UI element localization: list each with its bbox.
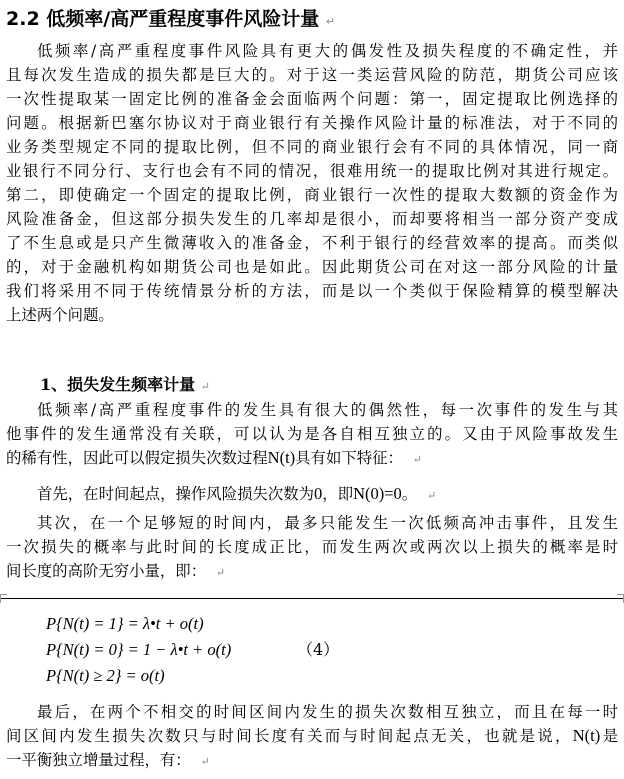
- paragraph-mark-icon: ↵: [200, 755, 210, 768]
- text-line: 间区间内发生损失次数只与时间长度有关而与时间起点无关，也就是说，N(t)是: [6, 726, 618, 745]
- page-corner-mark: [617, 594, 624, 603]
- text-line: 问题。根据新巴塞尔协议对于商业银行有关操作风险计量的标准法，对于不同的: [6, 114, 618, 132]
- text-line: 的稀有性，因此可以假定损失次数过程N(t)具有如下特征： ↵: [6, 448, 422, 467]
- page-corner-mark: [0, 594, 7, 603]
- text-line: 的，对于金融机构如期货公司也是如此。因此期货公司在对这一部分风险的计量: [6, 258, 618, 276]
- variable-n-t: N(t): [267, 448, 296, 467]
- text-line: 上述两个问题。: [6, 306, 114, 324]
- subsection-heading: 1、损失发生频率计量 ↵: [40, 375, 210, 394]
- text-line: 第二，即使确定一个固定的提取比例，商业银行一次性的提取大数额的资金作为: [6, 186, 618, 204]
- paragraph-mark-icon: ↵: [412, 453, 422, 466]
- equation-number: （4）: [297, 640, 340, 659]
- text-line: 间长度的高阶无穷小量，即： ↵: [6, 562, 226, 580]
- paragraph-intro: [6, 39, 618, 327]
- text-line: 其次，在一个足够短的时间内，最多只能发生一次低频高冲击事件，且发生: [37, 514, 618, 532]
- text-line: 最后，在两个不相交的时间区间内发生的损失次数相互独立，而且在每一时: [37, 703, 618, 721]
- text-line: 低频率/高严重程度事件的发生具有很大的偶然性，每一次事件的发生与其: [37, 401, 618, 419]
- paragraph-last: [6, 700, 618, 772]
- paragraph-mark-icon: ↵: [200, 380, 210, 393]
- text-line: 业务类型规定不同的提取比例，但不同的商业银行会有不同的具体情况，同一商: [6, 138, 618, 156]
- text-line: 他事件的发生通常没有关联，可以认为是各自相互独立的。又由于风险事故发生: [6, 425, 618, 443]
- text-line: 一次损失的概率与此时间的长度成正比，而发生两次或两次以上损失的概率是时: [6, 538, 618, 556]
- variable-n-t: N(t): [572, 726, 601, 745]
- formula-line-1: P{N(t) = 1} = λ•t + o(t): [46, 614, 204, 633]
- formula-line-3: P{N(t) ≥ 2} = o(t): [46, 666, 165, 685]
- paragraph-frequency: [6, 398, 618, 470]
- text-line: 了不生息或是只产生微薄收入的准备金，不利于银行的经营效率的提高。而类似: [6, 234, 618, 252]
- text-line: 低频率/高严重程度事件风险具有更大的偶发性及损失程度的不确定性，并: [37, 42, 618, 60]
- formula-line-2: P{N(t) = 0} = 1 − λ•t + o(t): [46, 640, 232, 659]
- text-line: 首先，在时间起点，操作风险损失次数为0，即N(0)=0。 ↵: [37, 484, 437, 503]
- paragraph-first: [6, 482, 618, 506]
- text-line: 且每次发生造成的损失都是巨大的。对于这一类运营风险的防范，期货公司应该: [6, 66, 618, 84]
- text-line: 业银行不同分行、支行也会有不同的情况，很难用统一的提取比例对其进行规定。: [6, 162, 618, 180]
- paragraph-mark-icon: ↵: [325, 15, 336, 28]
- paragraph-mark-icon: ↵: [427, 489, 437, 502]
- initial-condition: N(0)=0: [353, 484, 402, 503]
- paragraph-second: [6, 511, 618, 583]
- paragraph-mark-icon: ↵: [215, 566, 226, 579]
- page-break-rule: [0, 598, 624, 599]
- section-heading: 2.2 低频率/高严重程度事件风险计量 ↵: [6, 8, 336, 30]
- text-line: 我们将采用不同于传统情景分析的方法，而是以一个类似于保险精算的模型解决: [6, 282, 618, 300]
- text-line: 风险准备金，但这部分损失发生的几率却是很小，而却要将相当一部分资产变成: [6, 210, 618, 228]
- text-line: 一次性提取某一固定比例的准备金会面临两个问题：第一，固定提取比例选择的: [6, 90, 618, 108]
- text-line: 一平衡独立增量过程，有： ↵: [6, 751, 210, 769]
